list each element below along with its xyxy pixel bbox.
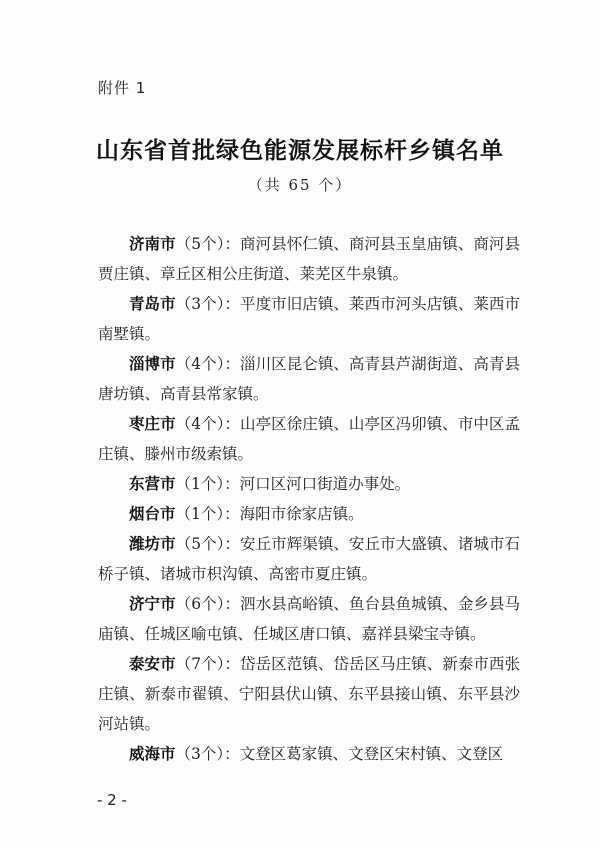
list-item xyxy=(98,739,520,769)
document-title: 山东省首批绿色能源发展标杆乡镇名单 xyxy=(96,137,504,164)
city-name: 青岛市 xyxy=(129,295,176,313)
entry-text: （1个）：河口区河口街道办事处。 xyxy=(175,475,411,493)
page-number: - 2 - xyxy=(97,791,127,809)
attachment-label: 附件 1 xyxy=(98,79,147,97)
list-item xyxy=(98,229,520,289)
list-item xyxy=(98,589,520,649)
list-item xyxy=(98,289,520,349)
list-item xyxy=(98,649,520,739)
entry-text: （3个）：平度市旧店镇、莱西市河头店镇、莱西市南墅镇。 xyxy=(98,295,520,343)
list-item xyxy=(98,529,520,589)
city-name: 枣庄市 xyxy=(129,415,176,433)
list-item xyxy=(98,349,520,409)
entry-text: （7个）：岱岳区范镇、岱岳区马庄镇、新泰市西张庄镇、新泰市翟镇、宁阳县伏山镇、东平县接山镇、东平县沙河站镇。 xyxy=(98,655,520,733)
list-item xyxy=(98,469,520,499)
entry-text: （3个）：文登区葛家镇、文登区宋村镇、文登区 xyxy=(175,745,504,763)
entry-text: （5个）：安丘市辉渠镇、安丘市大盛镇、诸城市石桥子镇、诸城市枳沟镇、高密市夏庄镇。 xyxy=(98,535,520,583)
document-subtitle: （共 65 个） xyxy=(247,176,353,194)
city-name: 泰安市 xyxy=(129,655,176,673)
city-name: 东营市 xyxy=(129,475,176,493)
city-name: 济宁市 xyxy=(129,595,176,613)
entry-text: （1个）：海阳市徐家店镇。 xyxy=(175,505,364,523)
city-name: 潍坊市 xyxy=(129,535,176,553)
town-list xyxy=(98,229,520,769)
entry-text: （6个）：泗水县高峪镇、鱼台县鱼城镇、金乡县马庙镇、任城区喻屯镇、任城区唐口镇、嘉祥县梁宝寺镇。 xyxy=(98,595,520,643)
city-name: 淄博市 xyxy=(129,355,176,373)
entry-text: （4个）：淄川区昆仑镇、高青县芦湖街道、高青县唐坊镇、高青县常家镇。 xyxy=(98,355,520,403)
city-name: 威海市 xyxy=(129,745,176,763)
city-name: 烟台市 xyxy=(129,505,176,523)
entry-text: （5个）：商河县怀仁镇、商河县玉皇庙镇、商河县贾庄镇、章丘区相公庄街道、莱芜区牛泉镇。 xyxy=(98,235,520,283)
entry-text: （4个）：山亭区徐庄镇、山亭区冯卯镇、市中区孟庄镇、滕州市级索镇。 xyxy=(98,415,520,463)
city-name: 济南市 xyxy=(129,235,176,253)
list-item xyxy=(98,409,520,469)
list-item xyxy=(98,499,520,529)
